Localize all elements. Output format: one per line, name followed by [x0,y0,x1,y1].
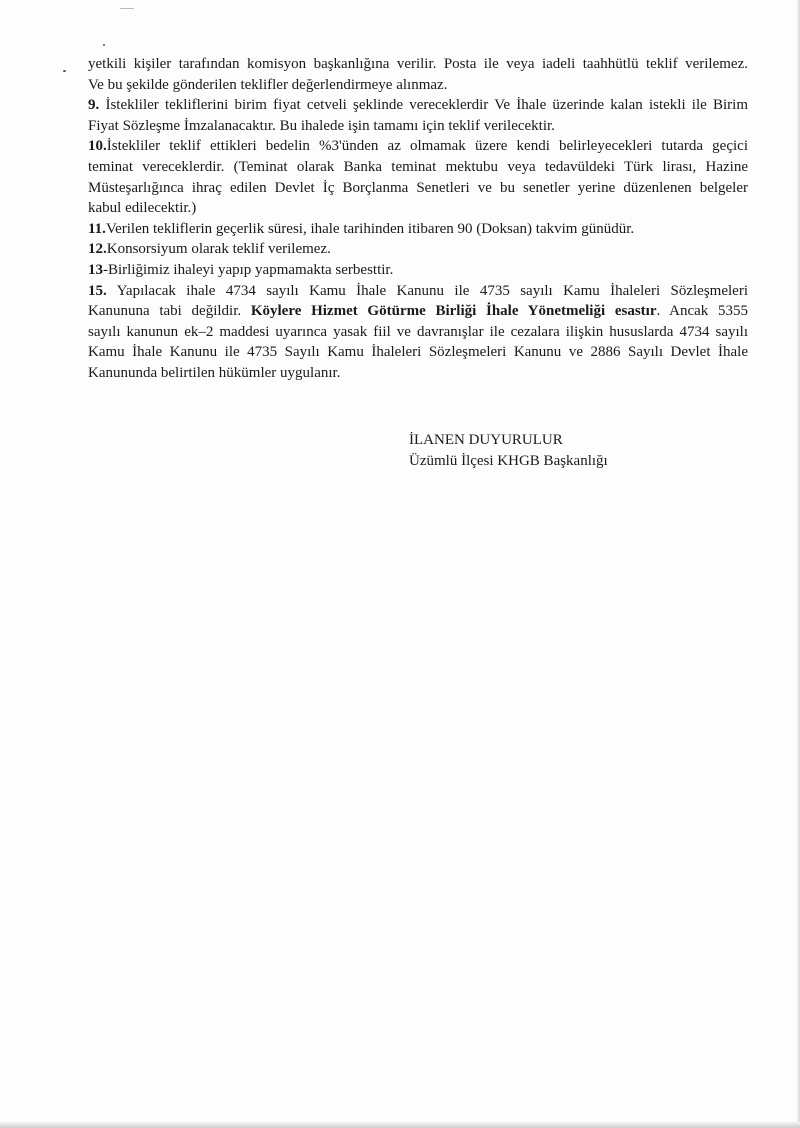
item-15-line [88,281,748,302]
body-line: Kamu İhale Kanunu ile 4735 Sayılı Kamu İhaleleri Sözleşmeleri Kanunu ve 2886 Sayılı Devlet İhale [88,344,748,361]
scan-mark [120,8,134,9]
item-number: 10. [88,138,107,155]
bold-regulation-text: Köylere Hizmet Götürme Birliği İhale Yönetmeliği esastır [250,303,657,320]
item-text: İstekliler tekliflerini birim fiyat cetveli şeklinde vereceklerdir Ve İhale üzerinde kalan istekli ile Birim [99,97,748,114]
scan-edge [0,1122,800,1128]
announcement-label: İLANEN DUYURULUR [409,432,563,448]
issuer-name: Üzümlü İlçesi KHGB Başkanlığı [409,453,608,469]
body-line: kabul edilecektir.) [88,200,197,217]
text-run: Kanununa tabi değildir. [88,303,251,320]
body-line [88,301,748,322]
body-line: yetkili kişiler tarafından komisyon başkanlığına verilir. Posta ile veya iadeli taahhütlü teklif verilemez. [88,56,748,72]
item-text: Verilen tekliflerin geçerlik süresi, ihale tarihinden itibaren 90 (Doksan) takvim günüdür. [105,220,635,237]
body-line: Müsteşarlığınca ihraç edilen Devlet İç Borçlanma Senetleri ve bu senetler yerine düzenlenen belgeler [88,179,748,196]
scan-speck [103,44,105,46]
item-number: 15. [88,282,107,299]
item-12-line [88,239,748,260]
item-number: 13 [88,261,103,278]
item-number: 12. [88,241,107,258]
body-line: Ve bu şekilde gönderilen teklifler değerlendirmeye alınmaz. [88,76,448,93]
body-line: sayılı kanunun ek–2 maddesi uyarınca yasak fiil ve davranışlar ile cezalara ilişkin hususlarda 4734 sayılı [88,323,748,340]
item-13-line [88,260,748,281]
item-text: -Birliğimiz ihaleyi yapıp yapmamakta serbesttir. [103,261,394,278]
item-text: Yapılacak ihale 4734 sayılı Kamu İhale Kanunu ile 4735 sayılı Kamu İhaleleri Sözleşmeleri [106,282,748,299]
item-text: İstekliler teklif ettikleri bedelin %3'ünden az olmamak üzere kendi belirleyecekleri tutarda geçici [106,138,748,155]
signature-block [409,430,608,472]
item-number: 11. [88,220,106,237]
body-line: teminat vereceklerdir. (Teminat olarak Banka teminat mektubu veya tedavüldeki Türk lirası, Hazine [88,158,748,175]
item-10-line [88,136,748,157]
body-line: Kanununda belirtilen hükümler uygulanır. [88,364,341,381]
item-9-line [88,95,748,116]
item-text: Konsorsiyum olarak teklif verilemez. [106,241,331,258]
item-number: 9. [88,97,100,114]
scan-speck [63,70,66,72]
body-line: Fiyat Sözleşme İmzalanacaktır. Bu ihalede işin tamamı için teklif verilecektir. [88,117,555,134]
item-11-line [88,219,748,240]
document-body [88,54,748,384]
text-run: . Ancak 5355 [656,303,748,320]
